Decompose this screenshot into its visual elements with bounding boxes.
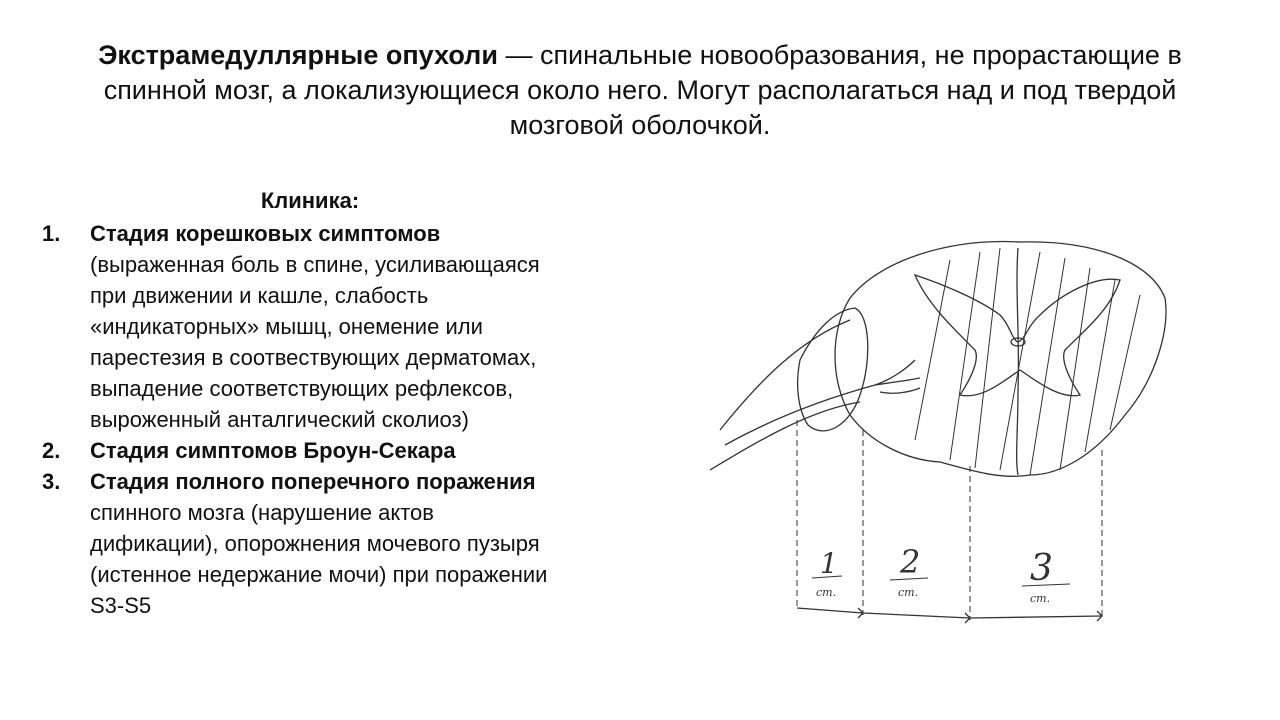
stage-label-1-sub: ст. xyxy=(816,586,837,599)
arrow-heads xyxy=(858,608,1102,623)
stage-number: 1. xyxy=(42,221,61,246)
stage-title: Стадия симптомов Броун-Секара xyxy=(90,438,456,463)
nerve-root-upper xyxy=(720,320,850,430)
hatching xyxy=(915,248,1140,475)
root-branches xyxy=(875,360,920,393)
tumor-mass xyxy=(798,308,868,431)
title-term: Экстрамедуллярные опухоли xyxy=(98,40,498,70)
stage-label-2: 2 xyxy=(900,543,921,581)
stage-title: Стадия корешковых симптомов xyxy=(90,221,441,246)
nerve-root-lower xyxy=(710,402,860,470)
stage-number: 3. xyxy=(42,469,61,494)
stage-item-2 xyxy=(42,435,562,466)
projection-lines xyxy=(797,420,1102,620)
slide-title xyxy=(60,38,1220,143)
cord-outline xyxy=(835,242,1166,477)
title-definition: — спинальные новообразования, не прорастающие в спинной мозг, а локализующиеся около него. Могут располагаться над и под твердой мозговой оболочкой. xyxy=(103,40,1182,140)
stage-item-1 xyxy=(42,218,562,435)
stage-description: спинного мозга (нарушение актов дификации), опорожнения мочевого пузыря (истенное недержание мочи) при поражении S3-S5 xyxy=(90,500,548,618)
stage-description: (выраженная боль в спине, усиливающаяся при движении и кашле, слабость «индикаторных» мышц, онемение или парестезия в соотвествующих дерматомах, выпадение соответствующих рефлексов, выроженный анталгический сколиоз) xyxy=(90,252,540,432)
stage-title: Стадия полного поперечного поражения xyxy=(90,469,536,494)
stage-label-1: 1 xyxy=(820,547,838,580)
spinal-cord-diagram xyxy=(700,230,1200,630)
stage-label-3: 3 xyxy=(1030,548,1053,589)
clinic-heading: Клиника: xyxy=(260,188,360,213)
stage-item-3 xyxy=(42,466,562,621)
base-arrows xyxy=(797,608,1102,618)
stage-number: 2. xyxy=(42,438,61,463)
stage-label-2-sub: ст. xyxy=(898,586,919,599)
stage-label-3-sub: ст. xyxy=(1030,592,1051,605)
stages-list xyxy=(42,218,562,621)
spinal-cord-drawing xyxy=(700,230,1200,630)
median-fissure xyxy=(1017,248,1019,475)
